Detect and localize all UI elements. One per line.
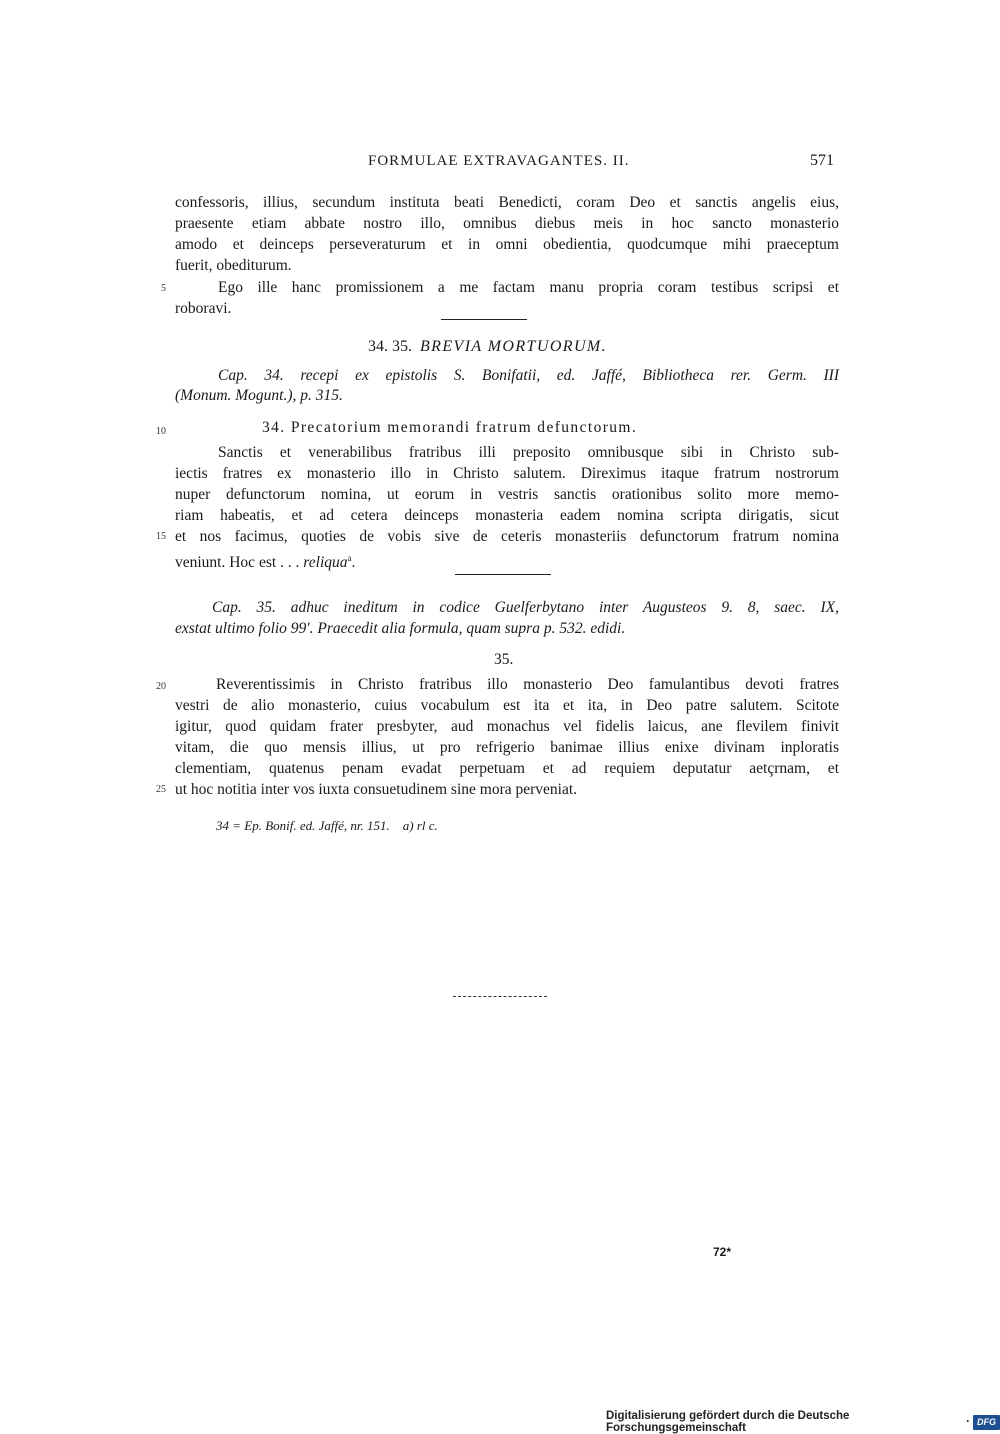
text-line: et nos facimus, quoties de vobis sive de ceteris monasteriis defunctorum fratrum nomina — [175, 528, 839, 545]
text-line: riam habeatis, et ad cetera deinceps monasteria eadem nomina scripta dirigatis, sicut — [175, 507, 839, 524]
text-line: amodo et deinceps perseveraturum et in omni obedientia, quodcumque mihi praeceptum — [175, 236, 839, 253]
footer-notice — [606, 1410, 1000, 1434]
text-line: ut hoc notitia inter vos iuxta consuetudinem sine mora perveniat. — [175, 781, 578, 798]
source-note-line: (Monum. Mogunt.), p. 315. — [175, 387, 343, 404]
text-line: nuper defunctorum nomina, ut eorum in vestris sanctis orationibus solito more memo- — [175, 486, 839, 503]
text-line: confessoris, illius, secundum instituta beati Benedicti, coram Deo et sanctis angelis eius, — [175, 194, 839, 211]
heading-title: BREVIA MORTUORUM. — [420, 338, 608, 355]
dfg-logo-icon: DFG — [973, 1415, 1000, 1430]
footer-text: Digitalisierung gefördert durch die Deutsche Forschungsgemeinschaft — [606, 1410, 850, 1434]
line-number: 5 — [161, 283, 166, 294]
text-line: iectis fratres ex monasterio illo in Christo salutem. Direximus itaque fratrum nostrorum — [175, 465, 839, 482]
section-heading — [368, 338, 607, 356]
heading-number: 34. 35. — [368, 338, 412, 355]
line-number: 10 — [156, 426, 166, 437]
text-line: roboravi. — [175, 300, 232, 317]
text-fragment: veniunt. Hoc est . . . — [175, 554, 304, 572]
text-line: vestri de alio monasterio, cuius vocabulum est ita et ita, in Deo patre salutem. Scitote — [175, 697, 839, 714]
text-line: igitur, quod quidam frater presbyter, aud monachus vel fidelis laicus, ane flevilem finivit — [175, 718, 839, 735]
end-divider — [453, 996, 547, 997]
text-line: clementiam, quatenus penam evadat perpetuam et ad requiem deputatur aetçrnam, et — [175, 760, 839, 777]
section-divider — [455, 574, 551, 575]
footer-separator: · — [966, 1416, 970, 1428]
source-note-line: Cap. 34. recepi ex epistolis S. Bonifatii, ed. Jaffé, Bibliotheca rer. Germ. III — [218, 367, 839, 384]
running-title: FORMULAE EXTRAVAGANTES. II. — [368, 153, 630, 169]
text-line: Reverentissimis in Christo fratribus illo monasterio Deo famulantibus devoti fratres — [216, 676, 839, 693]
page-number: 571 — [810, 152, 834, 169]
source-note-line: exstat ultimo folio 99'. Praecedit alia formula, quam supra p. 532. edidi. — [175, 620, 626, 637]
text-fragment-italic: reliqua — [303, 554, 348, 572]
footnote: 34 = Ep. Bonif. ed. Jaffé, nr. 151. a) rl c. — [216, 818, 438, 833]
formula-34-title: 34. Precatorium memorandi fratrum defunctorum. — [262, 419, 638, 436]
formula-35-title: 35. — [494, 651, 514, 668]
signature-mark: 72* — [713, 1245, 732, 1259]
footnote-marker: a — [347, 553, 352, 563]
line-number: 20 — [156, 681, 166, 692]
line-number: 15 — [156, 531, 166, 542]
text-line — [175, 548, 839, 574]
source-note-line: Cap. 35. adhuc ineditum in codice Guelferbytano inter Augusteos 9. 8, saec. IX, — [212, 599, 839, 616]
text-line: Ego ille hanc promissionem a me factam manu propria coram testibus scripsi et — [218, 279, 839, 296]
section-divider — [441, 319, 527, 320]
line-number: 25 — [156, 784, 166, 795]
text-line: fuerit, obediturum. — [175, 257, 292, 274]
text-line: Sanctis et venerabilibus fratribus illi preposito omnibusque sibi in Christo sub- — [218, 444, 839, 461]
text-fragment: . — [351, 554, 356, 572]
text-line: vitam, die quo mensis illius, ut pro refrigerio banimae illius enixe divinam inploratis — [175, 739, 839, 756]
text-line: praesente etiam abbate nostro illo, omnibus diebus meis in hoc sancto monasterio — [175, 215, 839, 232]
